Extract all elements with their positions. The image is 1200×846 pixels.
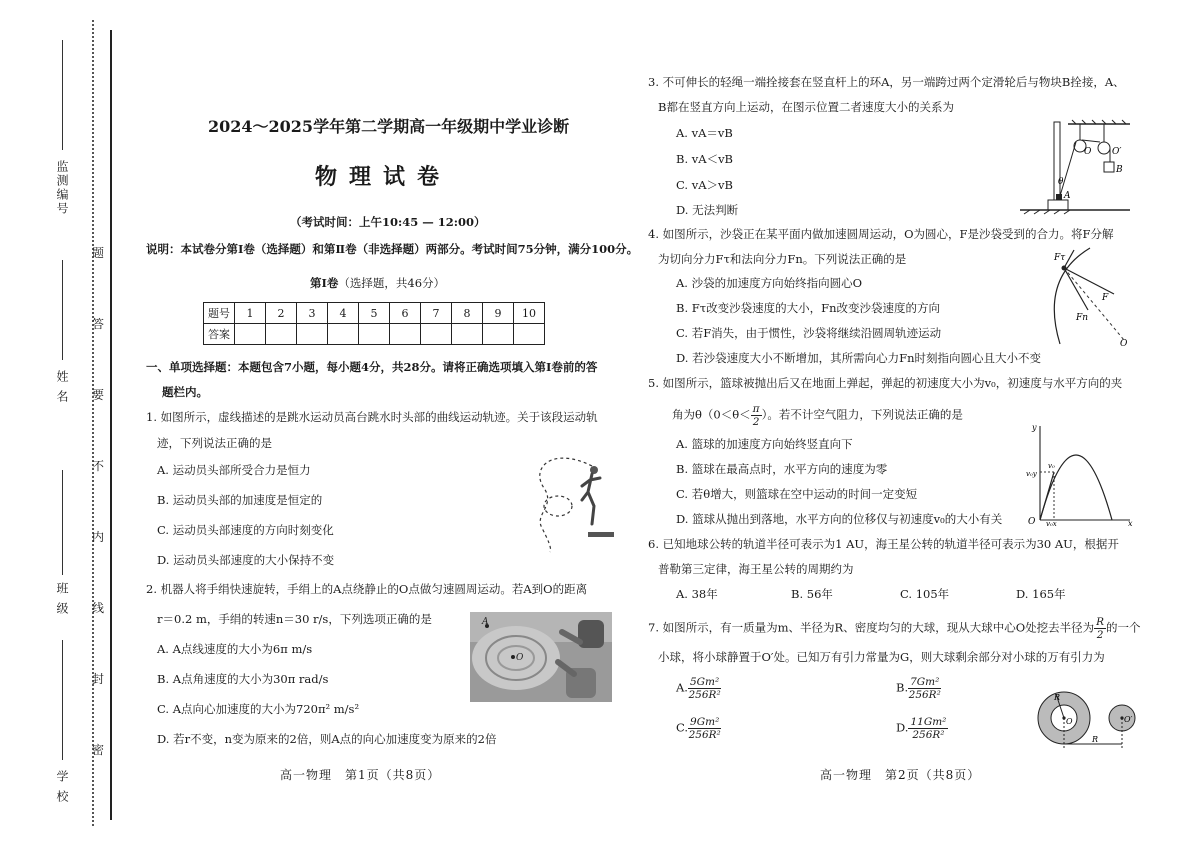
q4-option-b[interactable]: B. Fτ改变沙袋速度的大小，Fn改变沙袋速度的方向 [676,301,940,315]
answer-cell[interactable] [266,324,297,345]
label-a: A [1064,191,1071,201]
fraction-numerator: 5Gm² [689,676,720,688]
sandbag-force-figure [1030,248,1130,348]
option-letter: D. [896,720,909,735]
binding-dotted-line [92,20,94,826]
q7-option-a[interactable] [676,676,721,701]
question-number-cell: 3 [297,303,328,324]
exam-title: 2024～2025学年第二学期高一年级期中学业诊断 [208,117,570,136]
answer-table-row-numbers [204,303,545,324]
option-fraction [908,676,941,701]
answer-cell[interactable] [483,324,514,345]
q4-option-d[interactable]: D. 若沙袋速度大小不断增加，其所需向心力Fn时刻指向圆心且大小不变 [676,351,1042,365]
q3-stem-line1: 3. 不可伸长的轻绳一端拴接套在竖直杆上的环A，另一端跨过两个定滑轮后与物块B拴接，A、 [648,75,1125,89]
q4-stem-line1: 4. 如图所示，沙袋正在某平面内做加速圆周运动，O为圆心，F是沙袋受到的合力。将F分解 [648,227,1114,241]
label-o: O [1120,339,1128,349]
answer-table-header-answer: 答案 [204,324,235,345]
answer-cell[interactable] [421,324,452,345]
label-distance-r: R [1092,735,1099,744]
label-o-prime: O′ [1112,147,1122,157]
school-label: 学 校 [55,770,69,804]
q7-stem-line1-pre: 7. 如图所示，有一质量为m、半径为R、密度均匀的大球，现从大球中心O处挖去半径为 [648,620,1095,635]
option-fraction [688,676,721,701]
class-label: 班 级 [55,582,69,616]
q5-stem-line2 [672,403,963,428]
q2-option-d[interactable]: D. 若r不变，n变为原来的2倍，则A点的向心加速度变为原来的2倍 [157,732,497,746]
label-f-normal: Fn [1076,313,1089,323]
monitor-number-field[interactable] [62,40,63,150]
q5-stem-line2-pre: 角为θ（0＜θ＜ [672,407,751,422]
question-number-cell: 10 [514,303,545,324]
label-v0: v₀ [1048,462,1055,470]
footer-page-1: 高一物理 第1页（共8页） [280,768,441,782]
q3-stem-line2: B都在竖直方向上运动，在图示位置二者速度大小的关系为 [658,100,954,114]
question-number-cell: 7 [421,303,452,324]
q1-option-c[interactable]: C. 运动员头部速度的方向时刻变化 [157,523,334,537]
question-number-cell: 9 [483,303,514,324]
q2-option-a[interactable]: A. A点线速度的大小为6π m/s [157,642,313,656]
q6-option-d[interactable]: D. 165年 [1016,587,1066,601]
q6-option-b[interactable]: B. 56年 [791,587,833,601]
q5-stem-line2-post: ）。若不计空气阻力，下列说法正确的是 [761,407,963,422]
q4-stem-line2: 为切向分力Fτ和法向分力Fn。下列说法正确的是 [658,252,907,266]
label-v0y: v₀y [1026,470,1037,478]
option-letter: C. [676,720,689,735]
pulley-rod-figure [1020,118,1130,214]
label-f: F [1102,293,1109,303]
seal-char: 答 [92,317,105,331]
answer-table-header-number: 题号 [204,303,235,324]
name-field[interactable] [62,260,63,360]
q4-option-c[interactable]: C. 若F消失，由于惯性，沙袋将继续沿圆周轨迹运动 [676,326,942,340]
diver-trajectory-figure [522,448,614,552]
school-field[interactable] [62,640,63,760]
option-letter: B. [896,680,909,695]
label-x: x [1128,519,1133,528]
hollow-sphere-figure [1034,688,1144,750]
footer-page-2: 高一物理 第2页（共8页） [820,768,981,782]
answer-cell[interactable] [514,324,545,345]
seal-char: 内 [92,530,105,544]
answer-cell[interactable] [328,324,359,345]
answer-cell[interactable] [235,324,266,345]
answer-cell[interactable] [452,324,483,345]
answer-table-row-answers [204,324,545,345]
question-number-cell: 1 [235,303,266,324]
monitor-number-label: 监测编号 [55,160,69,216]
answer-table [203,302,545,345]
binding-margin [0,0,112,846]
answer-cell[interactable] [359,324,390,345]
q5-option-b[interactable]: B. 篮球在最高点时，水平方向的速度为零 [676,462,888,476]
seal-char: 线 [92,601,105,615]
pi-over-2-fraction [751,403,762,428]
q1-stem-line1: 1. 如图所示，虚线描述的是跳水运动员高台跳水时头部的曲线运动轨迹。关于该段运动轨 [146,410,598,424]
q7-stem-line2: 小球，将小球静置于O′处。已知万有引力常量为G，则大球剩余部分对小球的万有引力为 [658,650,1105,664]
fraction-numerator: π [752,403,760,415]
seal-char: 不 [92,459,105,473]
option-letter: A. [676,680,688,695]
q3-option-c[interactable]: C. vA＞vB [676,178,733,192]
fraction-numerator: 7Gm² [910,676,940,688]
q6-stem-line2: 普勒第三定律，海王星公转的周期约为 [658,562,854,576]
fraction-denominator: 2 [752,416,760,428]
q1-option-a[interactable]: A. 运动员头部所受合力是恒力 [157,463,311,477]
svg-text:O: O [516,653,524,663]
label-f-tangent: Fτ [1054,253,1066,263]
q7-option-b[interactable] [896,676,941,701]
q2-option-b[interactable]: B. A点角速度的大小为30π rad/s [157,672,329,686]
exam-time: （考试时间：上午10:45 — 12:00） [290,215,486,229]
answer-cell[interactable] [390,324,421,345]
q5-option-d[interactable]: D. 篮球从抛出到落地，水平方向的位移仅与初速度v₀的大小有关 [676,512,1003,526]
label-o: O [1066,717,1073,726]
q2-stem-line2: r＝0.2 m，手绢的转速n＝30 r/s，下列选项正确的是 [157,612,432,626]
label-o-prime: O′ [1124,715,1133,724]
r-over-2-fraction [1094,616,1106,641]
part1-heading [310,276,445,290]
label-theta: θ [1058,177,1064,187]
q7-option-d[interactable] [896,716,948,741]
seal-char: 封 [92,672,105,686]
q5-option-a[interactable]: A. 篮球的加速度方向始终竖直向下 [676,437,853,451]
label-r: R [1054,693,1061,702]
question-number-cell: 8 [452,303,483,324]
q3-option-d[interactable]: D. 无法判断 [676,203,739,217]
exam-note: 说明：本试卷分第Ⅰ卷（选择题）和第Ⅱ卷（非选择题）两部分。考试时间75分钟，满分100分。 [146,242,639,256]
fraction-denominator: 256R² [912,729,945,741]
q1-stem-line2: 迹，下列说法正确的是 [157,436,272,450]
label-o: O [1084,147,1092,157]
q2-stem-line1: 2. 机器人将手绢快速旋转，手绢上的A点绕静止的O点做匀速圆周运动。若A到O的距离 [146,582,588,596]
q3-option-a[interactable]: A. vA＝vB [676,126,733,140]
q5-stem-line1: 5. 如图所示，篮球被抛出后又在地面上弹起，弹起的初速度大小为v₀，初速度与水平方向的夹 [648,376,1123,390]
q4-option-a[interactable]: A. 沙袋的加速度方向始终指向圆心O [676,276,863,290]
part1-heading-text: 第Ⅰ卷 [310,276,339,290]
q7-option-c[interactable] [676,716,721,741]
label-o: O [1028,517,1036,527]
q7-stem-line1 [648,616,1141,641]
label-v0x: v₀x [1046,520,1057,528]
q5-option-c[interactable]: C. 若θ增大，则篮球在空中运动的时间一定变短 [676,487,918,501]
binding-solid-line [110,30,112,820]
question-number-cell: 4 [328,303,359,324]
answer-cell[interactable] [297,324,328,345]
name-label: 姓 名 [55,370,69,404]
fraction-numerator: R [1096,616,1105,628]
svg-text:A: A [482,617,489,627]
q6-stem-line1: 6. 已知地球公转的轨道半径可表示为1 AU，海王星公转的轨道半径可表示为30 AU，根据开 [648,537,1119,551]
spinning-handkerchief-photo [470,612,612,702]
q7-stem-line1-post: 的一个 [1106,620,1141,635]
seal-char: 密 [92,743,105,757]
subject-title: 物理试卷 [315,164,452,190]
q6-option-c[interactable]: C. 105年 [900,587,950,601]
q3-option-b[interactable]: B. vA＜vB [676,152,734,166]
basketball-trajectory-figure [1024,420,1134,526]
fraction-denominator: 256R² [908,689,941,701]
question-number-cell: 6 [390,303,421,324]
section1-instruction-line2: 题栏内。 [162,385,208,399]
fraction-denominator: 256R² [688,689,721,701]
part1-heading-note: （选择题，共46分） [338,276,446,290]
label-b: B [1116,165,1123,175]
option-fraction [688,716,721,741]
section1-instruction-line1: 一、单项选择题：本题包含7小题，每小题4分，共28分。请将正确选项填入第Ⅰ卷前的答 [146,360,598,374]
q1-option-d[interactable]: D. 运动员头部速度的大小保持不变 [157,553,335,567]
fraction-denominator: 2 [1096,629,1104,641]
option-fraction [908,716,948,741]
fraction-numerator: 11Gm² [910,716,947,728]
fraction-denominator: 256R² [688,729,721,741]
seal-char: 题 [92,246,105,260]
class-field[interactable] [62,470,63,575]
question-number-cell: 2 [266,303,297,324]
q1-option-b[interactable]: B. 运动员头部的加速度是恒定的 [157,493,323,507]
question-number-cell: 5 [359,303,390,324]
q2-option-c[interactable]: C. A点向心加速度的大小为720π² m/s² [157,702,360,716]
label-y: y [1032,423,1037,432]
fraction-numerator: 9Gm² [690,716,720,728]
seal-char: 要 [92,388,105,402]
q6-option-a[interactable]: A. 38年 [676,587,718,601]
